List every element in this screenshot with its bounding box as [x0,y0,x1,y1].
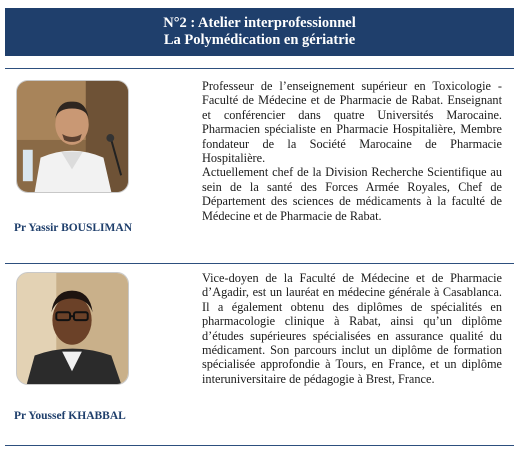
bottom-rule [5,445,514,446]
header-line-2: La Polymédication en gériatrie [163,32,356,48]
bio-paragraph: Vice-doyen de la Faculté de Médecine et de Pharmacie d’Agadir, est un lauréat en médecine générale à Casablanca. Il a également obtenu des diplômes de spécialités en pharmacologie clinique à Rabat, ainsi qu’un diplôme d’études supérieures spécialisées en assurance qualité du médicament. Son parcours inclut un diplôme de formation spécialisée approfondie à Tours, en France, et un diplôme interuniversitaire de pédagogie à Brest, France. [202,271,502,386]
speaker-photo-khabbal [16,272,129,385]
section-header [5,8,514,56]
bio-paragraph: Professeur de l’enseignement supérieur en Toxicologie - Faculté de Médecine et de Pharmacie de Rabat. Enseignant et conférencier dans quatre Universités Marocaine. Pharmacien spécialiste en Pharmacie Hospitalière, Membre fondateur de la Société Marocaine de Pharmacie Hospitalière. [202,79,502,166]
top-rule [5,68,514,69]
middle-rule [5,263,514,264]
speaker-name-bousliman: Pr Yassir BOUSLIMAN [14,222,132,234]
speaker-bio-khabbal [202,271,502,386]
header-line-1: N°2 : Atelier interprofessionnel [163,15,356,31]
speaker-photo-bousliman [16,80,129,193]
speaker-name-khabbal: Pr Youssef KHABBAL [14,410,126,422]
bio-paragraph: Actuellement chef de la Division Recherche Scientifique au sein de la santé des Forces Armée Royales, Chef de Département des sciences de médicaments à la faculté de Médecine et de Pharmacie de Rabat. [202,165,502,223]
speaker-bio-bousliman [202,79,502,223]
